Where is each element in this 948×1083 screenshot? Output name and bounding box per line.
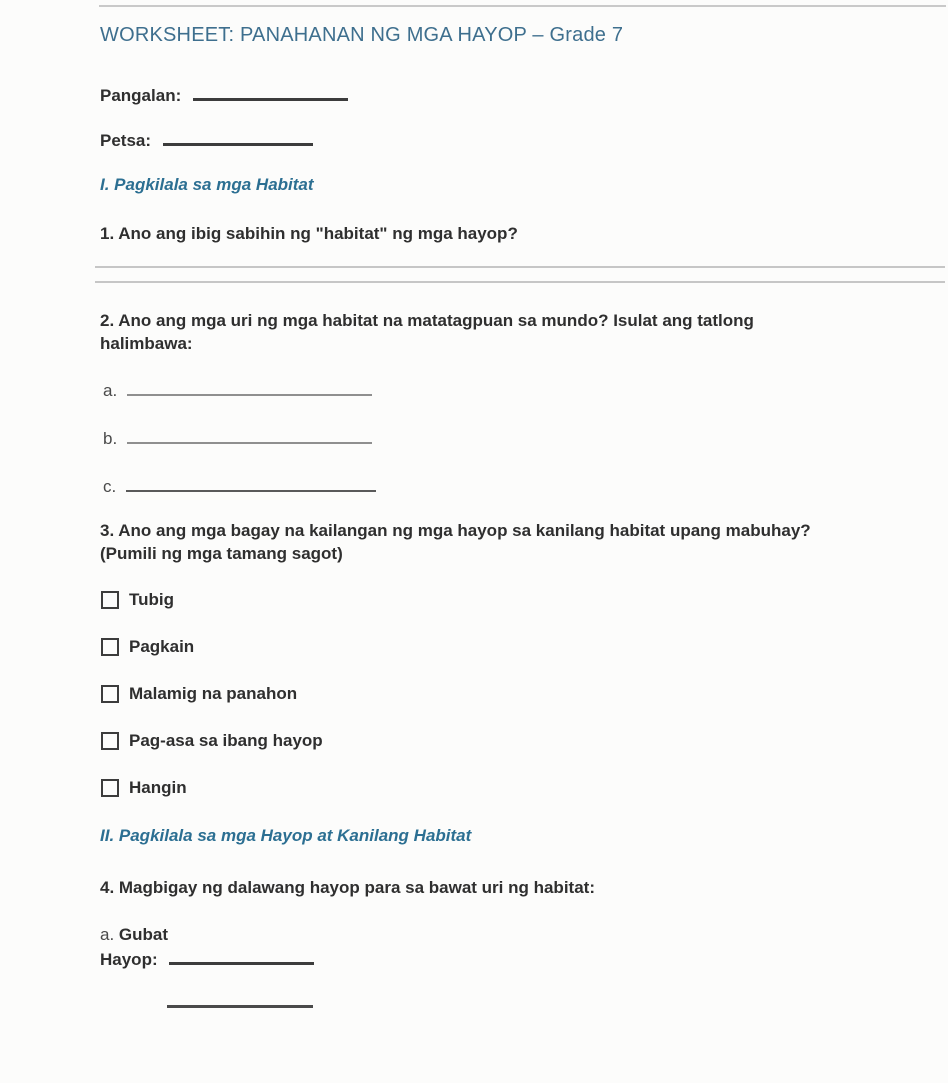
answer-rule-2 [95, 281, 945, 283]
question3-text [100, 519, 930, 565]
habitat-gubat-block [100, 923, 314, 972]
question3-line1: 3. Ano ang mga bagay na kailangan ng mga hayop sa kanilang habitat upang mabuhay? [100, 521, 811, 540]
name-blank [193, 83, 348, 101]
option-label-hangin: Hangin [129, 778, 187, 797]
hayop-blank-1 [169, 947, 314, 965]
item-c-blank [126, 475, 376, 492]
question3-line2: (Pumili ng mga tamang sagot) [100, 544, 343, 563]
blank-item-c [103, 475, 376, 498]
option-row-malamig [101, 682, 297, 705]
question4-text: 4. Magbigay ng dalawang hayop para sa bawat uri ng habitat: [100, 878, 595, 897]
option-label-malamig: Malamig na panahon [129, 684, 298, 703]
blank-item-a [103, 379, 372, 402]
option-label-pagkain: Pagkain [129, 637, 195, 656]
checkbox-malamig[interactable] [101, 685, 119, 703]
option-row-pagkain [101, 635, 194, 658]
hayop-blank-2 [167, 1005, 313, 1008]
hayop-row [100, 947, 314, 972]
gubat-item-value: Gubat [118, 925, 169, 944]
name-label: Pangalan: [100, 86, 182, 105]
item-b-label: b. [103, 429, 118, 448]
top-divider [99, 5, 946, 7]
answer-rule-1 [95, 266, 945, 268]
item-b-blank [127, 427, 372, 444]
date-label: Petsa: [100, 131, 152, 150]
item-a-label: a. [103, 381, 118, 400]
checkbox-hangin[interactable] [101, 779, 119, 797]
checkbox-pag-asa[interactable] [101, 732, 119, 750]
option-label-pag-asa: Pag-asa sa ibang hayop [129, 731, 323, 750]
worksheet-title: WORKSHEET: PANAHANAN NG MGA HAYOP – Grade 7 [100, 24, 624, 46]
name-row [100, 83, 348, 107]
habitat-gubat-line [100, 923, 314, 947]
question2-line2: halimbawa: [100, 334, 193, 353]
item-a-blank [127, 379, 372, 396]
section1-heading: I. Pagkilala sa mga Habitat [100, 175, 314, 194]
question1-text: 1. Ano ang ibig sabihin ng "habitat" ng mga hayop? [100, 224, 518, 243]
blank-item-b [103, 427, 372, 450]
gubat-item-label: a. [100, 925, 115, 944]
checkbox-pagkain[interactable] [101, 638, 119, 656]
checkbox-tubig[interactable] [101, 591, 119, 609]
option-row-hangin [101, 776, 187, 799]
option-row-pag-asa [101, 729, 323, 752]
question2-line1: 2. Ano ang mga uri ng mga habitat na matatagpuan sa mundo? Isulat ang tatlong [100, 311, 754, 330]
date-blank [163, 128, 313, 146]
option-row-tubig [101, 588, 174, 611]
question2-text [100, 309, 860, 355]
section2-heading: II. Pagkilala sa mga Hayop at Kanilang Habitat [100, 826, 472, 845]
option-label-tubig: Tubig [129, 590, 174, 609]
item-c-label: c. [103, 477, 117, 496]
hayop-label: Hayop: [100, 950, 158, 969]
date-row [100, 128, 313, 152]
